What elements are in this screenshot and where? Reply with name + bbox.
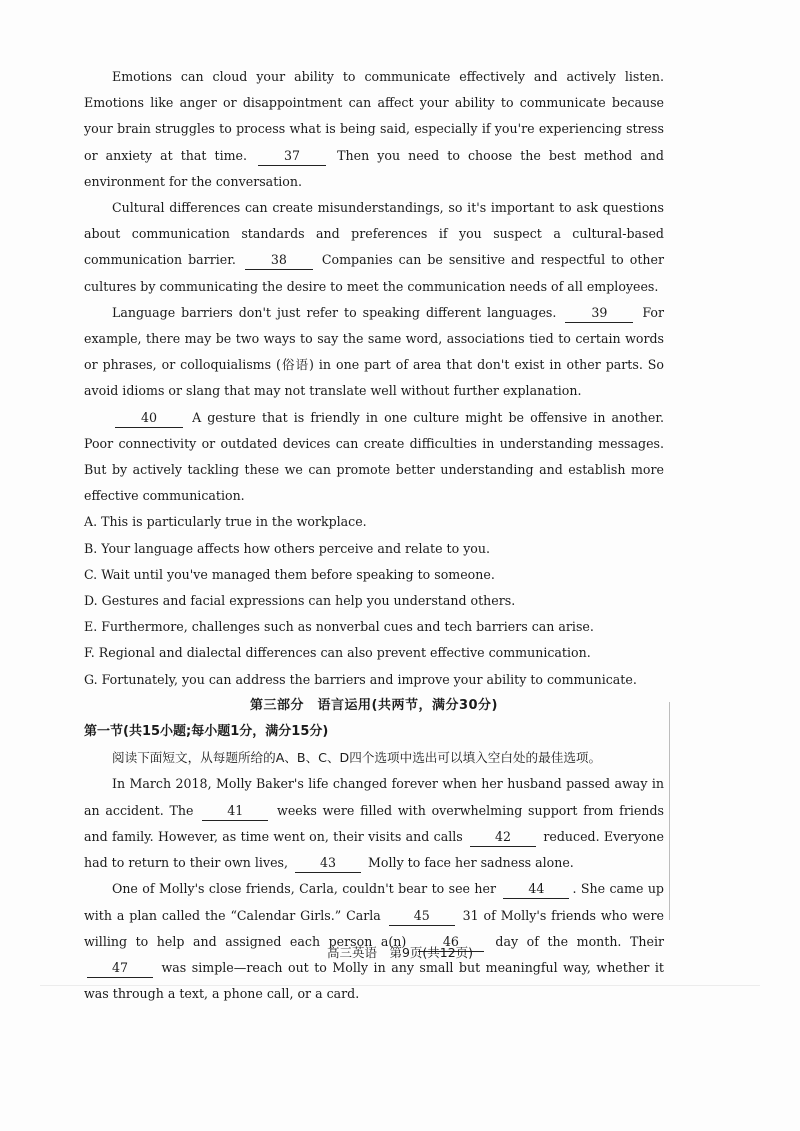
- option-d: D. Gestures and facial expressions can help you understand others.: [84, 593, 516, 609]
- option-a: A. This is particularly true in the workplace.: [84, 514, 367, 530]
- part-title: 第三部分 语言运用(共两节，满分30分): [250, 697, 498, 713]
- option-c: C. Wait until you've managed them before speaking to someone.: [84, 566, 495, 582]
- directions: 阅读下面短文，从每题所给的A、B、C、D四个选项中选出可以填入空白处的最佳选项。: [112, 750, 602, 766]
- passage-paragraph-4: [84, 405, 664, 510]
- blank-44: 44: [503, 880, 569, 899]
- paragraph-text: Cultural differences can create misunderstandings, so it's important to ask questions about communication standards and preferences if you suspect a cultural-based communication barrier.: [84, 200, 664, 268]
- section-title: 第一节(共15小题;每小题1分，满分15分): [84, 724, 329, 740]
- paragraph-text: Language barriers don't just refer to speaking different languages.: [112, 304, 557, 320]
- cloze-text: One of Molly's close friends, Carla, couldn't bear to see her: [112, 881, 497, 897]
- option-e: E. Furthermore, challenges such as nonverbal cues and tech barriers can arise.: [84, 619, 594, 635]
- cloze-text: was simple—reach out to Molly in any small but meaningful way, whether it was through a text, a phone call, or a card.: [84, 959, 664, 1002]
- option-b: B. Your language affects how others perceive and relate to you.: [84, 540, 491, 556]
- page-footer: 高三英语 第9页(共12页): [326, 945, 474, 960]
- blank-41: 41: [202, 802, 268, 821]
- margin-line: [669, 702, 670, 920]
- blank-43: 43: [295, 854, 361, 873]
- cloze-text: 31 of Molly's friends who were willing to help and assigned each person a(n): [84, 907, 664, 949]
- paragraph-text: A gesture that is friendly in one culture might be offensive in another. Poor connectivity or outdated devices can create difficulties in understanding messages. But by actively tackling these we can promote better understanding and establish more effective communication.: [84, 409, 664, 504]
- options-list: [84, 509, 664, 692]
- blank-40: 40: [115, 409, 183, 428]
- cloze-text: day of the month. Their: [495, 933, 664, 949]
- blank-47: 47: [87, 959, 153, 978]
- paragraph-text: For example, there may be two ways to say the same word, associations tied to certain words or phrases, or colloquialisms (俗语) in one part of area that don't exist in other parts. So avoid idioms or slang that may not translate well without further explanation.: [84, 304, 664, 399]
- blank-39: 39: [565, 304, 633, 323]
- cloze-paragraph-1: [84, 771, 664, 876]
- passage-paragraph-1: [84, 64, 664, 195]
- option-f: F. Regional and dialectal differences can also prevent effective communication.: [84, 645, 591, 661]
- cloze-text: Molly to face her sadness alone.: [368, 855, 574, 871]
- blank-42: 42: [470, 828, 536, 847]
- paragraph-text: Companies can be sensitive and respectful to other cultures by communicating the desire to meet the communication needs of all employees.: [84, 252, 664, 294]
- passage-paragraph-3: [84, 300, 664, 405]
- cloze-text: weeks were filled with overwhelming support from friends and family. However, as time went on, their visits and calls: [84, 802, 664, 844]
- cloze-paragraph-2: [84, 876, 664, 1007]
- paragraph-text: Then you need to choose the best method and environment for the conversation.: [84, 147, 664, 189]
- option-g: G. Fortunately, you can address the barriers and improve your ability to communicate.: [84, 671, 637, 687]
- page-content: [84, 64, 664, 1007]
- cloze-text: In March 2018, Molly Baker's life changed forever when her husband passed away in an accident. The: [84, 776, 664, 818]
- cloze-text: . She came up with a plan called the “Calendar Girls.” Carla: [84, 881, 664, 923]
- cloze-text: reduced. Everyone had to return to their own lives,: [84, 828, 664, 871]
- fold-line: [40, 985, 760, 986]
- paragraph-text: Emotions can cloud your ability to communicate effectively and actively listen. Emotions like anger or disappointment can affect your ability to communicate because your brain struggles to process what is being said, especially if you're experiencing stress or anxiety at that time.: [84, 69, 664, 163]
- passage-paragraph-2: [84, 195, 664, 300]
- blank-37: 37: [258, 147, 326, 166]
- blank-38: 38: [245, 251, 313, 270]
- blank-46: 46: [418, 933, 484, 952]
- blank-45: 45: [389, 907, 455, 926]
